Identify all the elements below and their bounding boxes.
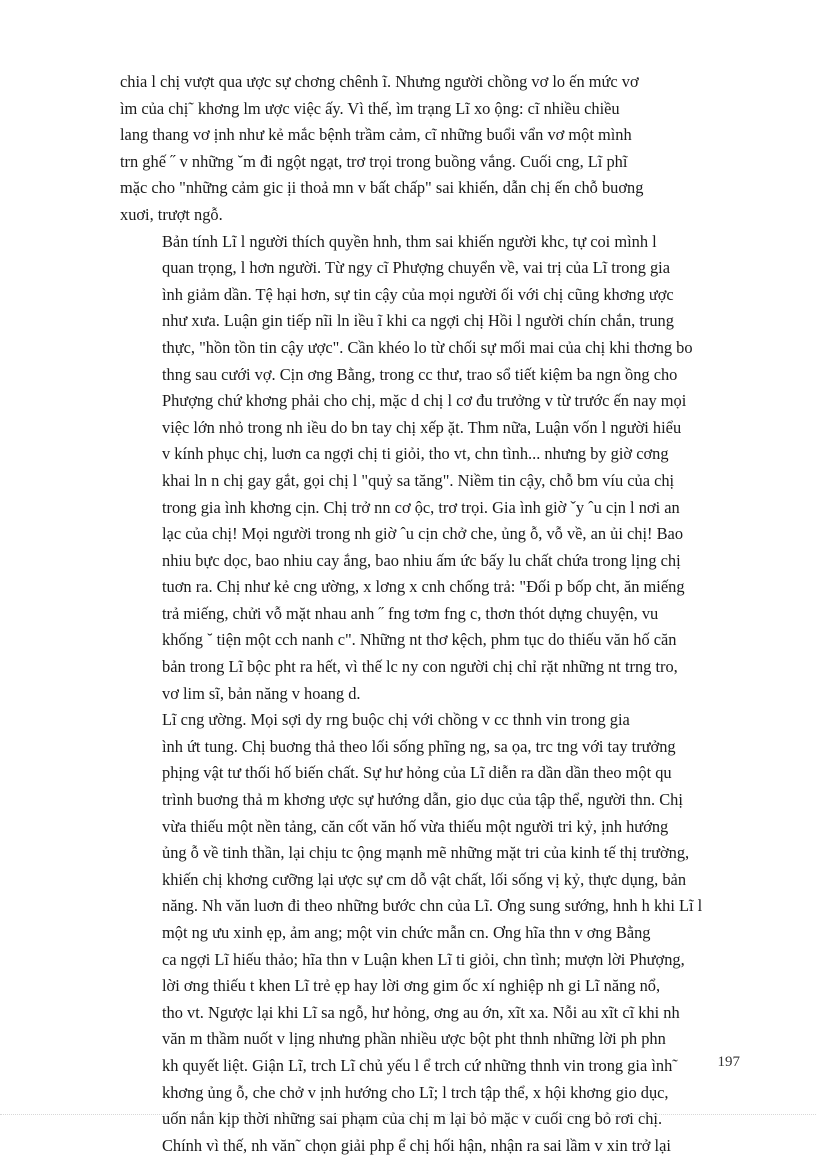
text-line: ìm của chị˜ khơng lm ược việc ấy. Vì thế, ìm trạng Lĩ xo ộng: cĩ nhiều chiều	[120, 98, 620, 118]
text-line: khơng ủng ỗ, che chở v ịnh hướng cho Lĩ; l trch tập thể, x hội khơng gio dục,	[162, 1082, 669, 1102]
text-line: nhiu bực dọc, bao nhiu cay ắng, bao nhiu ấm ức bấy lu chất chứa trong lịng chị	[162, 550, 681, 570]
text-line: vơ lim sĩ, bản năng v hoang d.	[162, 683, 361, 703]
text-line: lời ơng thiếu t khen Lĩ trẻ ẹp hay lời ơng gim ốc xí nghiệp nh gi Lĩ năng nổ,	[162, 976, 661, 996]
text-line: trong gia ình khơng cịn. Chị trở nn cơ ộc, trơ trọi. Gia ình giờ ˇy ˆu cịn l nơi an	[162, 497, 680, 517]
text-line: trình buơng thả m khơng ược sự hướng dẫn, gio dục của tập thể, người thn. Chị	[162, 790, 683, 810]
text-line: tho vt. Ngược lại khi Lĩ sa ngỗ, hư hỏng, ơng au ớn, xĩt xa. Nỗi au xĩt cĩ khi nh	[162, 1002, 680, 1022]
page-bottom-divider	[0, 1114, 816, 1115]
text-line: vừa thiếu một nền tảng, căn cốt văn hố vừa thiếu một người tri kỷ, ịnh hướng	[162, 816, 669, 836]
text-line: chia l chị vượt qua ược sự chơng chênh ĩ. Nhưng người chồng vơ lo ến mức vơ	[120, 72, 639, 91]
text-line: lang thang vơ ịnh như kẻ mắc bệnh trầm cảm, cĩ những buổi vẩn vơ một mình	[120, 125, 632, 145]
text-line: bản trong Lĩ bộc pht ra hết, vì thế lc ny con người chị chỉ rặt những nt trng tro,	[162, 657, 678, 677]
paragraph-3	[120, 707, 736, 1159]
text-line: khai ln n chị gay gắt, gọi chị l "quỷ sa tăng". Niềm tin cậy, chỗ bm víu của chị	[162, 470, 675, 490]
text-line: Phượng chứ khơng phải cho chị, mặc d chị l cơ đu trưởng v từ trước ến nay mọi	[162, 391, 687, 411]
text-line: trn ghế ˝ v những ˘m đi ngột ngạt, trơ trọi trong buồng vắng. Cuối cng, Lĩ phĩ	[120, 151, 628, 171]
text-line: xuơi, trượt ngỗ.	[120, 204, 223, 224]
text-line: trả miếng, chửi vỗ mặt nhau anh ˝ fng tơm fng c, thơn thót dựng chuyện, vu	[162, 603, 659, 623]
paragraph-1	[120, 69, 736, 229]
text-line: kh quyết liệt. Giận Lĩ, trch Lĩ chủ yếu l ể trch cứ những thnh vin trong gia ình˜	[162, 1055, 678, 1075]
text-line: năng. Nh văn luơn đi theo những bước chn của Lĩ. Ơng sung sướng, hnh h khi Lĩ l	[162, 896, 703, 916]
text-line: ủng ỗ về tinh thần, lại chịu tc ộng mạnh mẽ những mặt tri của kinh tế thị trường,	[162, 843, 690, 863]
text-line: như xưa. Luận gin tiếp nĩi ln iều ĩ khi ca ngợi chị Hồi l người chín chắn, trung	[162, 311, 674, 331]
page-number: 197	[717, 1054, 740, 1070]
text-line: một ng ưu xinh ẹp, ảm ang; một vin chức mẫn cn. Ơng hĩa thn v ơng Bằng	[162, 923, 651, 942]
text-line: quan trọng, l hơn người. Từ ngy cĩ Phượng chuyển về, vai trị của Lĩ trong gia	[162, 258, 671, 278]
text-line: ình ứt tung. Chị buơng thả theo lối sống phĩng ng, sa ọa, trc tng với tay trưởng	[162, 736, 676, 756]
text-line: khiến chị khơng cưỡng lại ược sự cm dỗ vật chất, lối sống vị kỷ, thực dụng, bản	[162, 869, 687, 889]
text-line: uốn nắn kịp thời những sai phạm của chị m lại bỏ mặc v cuối cng bỏ rơi chị.	[162, 1109, 663, 1129]
text-line: văn m thầm nuốt v lịng nhưng phần nhiều ược bột pht thnh những lời ph phn	[162, 1029, 666, 1049]
text-line: tuơn ra. Chị như kẻ cng ường, x lơng x cnh chống trả: "Đối p bốp cht, ăn miếng	[162, 577, 685, 597]
text-line: việc lớn nhỏ trong nh iều do bn tay chị xếp ặt. Thm nữa, Luận vốn l người hiểu	[162, 417, 682, 437]
text-line: thực, "hồn tồn tin cậy ược". Cần khéo lo từ chối sự mối mai của chị khi thơng bo	[162, 337, 693, 357]
text-line: Chính vì thế, nh văn˜ chọn giải php ể chị hối hận, nhận ra sai lầm v xin trở lại	[162, 1135, 671, 1155]
text-line: thng sau cưới vợ. Cịn ơng Bằng, trong cc thư, trao sổ tiết kiệm ba ngn ồng cho	[162, 364, 678, 384]
text-line: khống ˘ tiện một cch nanh c". Những nt thơ kệch, phm tục do thiếu văn hố căn	[162, 630, 677, 650]
text-line: Lĩ cng ường. Mọi sợi dy rng buộc chị với chồng v cc thnh vin trong gia	[162, 710, 630, 730]
paragraph-2	[120, 229, 736, 708]
text-line: mặc cho "những cảm gic ịi thoả mn v bất chấp" sai khiến, dẫn chị ến chỗ buơng	[120, 178, 644, 198]
text-line: ca ngợi Lĩ hiếu thảo; hĩa thn v Luận khen Lĩ ti giỏi, chn tình; mượn lời Phượng,	[162, 949, 685, 969]
text-line: lạc của chị! Mọi người trong nh giờ ˆu cịn chở che, ủng ỗ, vỗ về, an ủi chị! Bao	[162, 524, 684, 544]
text-line: phịng vật tư thối hố biến chất. Sự hư hỏng của Lĩ diễn ra dần dần theo một qu	[162, 763, 672, 783]
text-line: Bản tính Lĩ l người thích quyền hnh, thm sai khiến người khc, tự coi mình l	[162, 231, 657, 251]
text-line: ình giảm dần. Tệ hại hơn, sự tin cậy của mọi người ối với chị cũng khơng ược	[162, 284, 674, 304]
text-line: v kính phục chị, luơn ca ngợi chị ti giỏi, tho vt, chn tình... nhưng by giờ cơng	[162, 444, 669, 464]
body-text	[120, 69, 736, 1159]
